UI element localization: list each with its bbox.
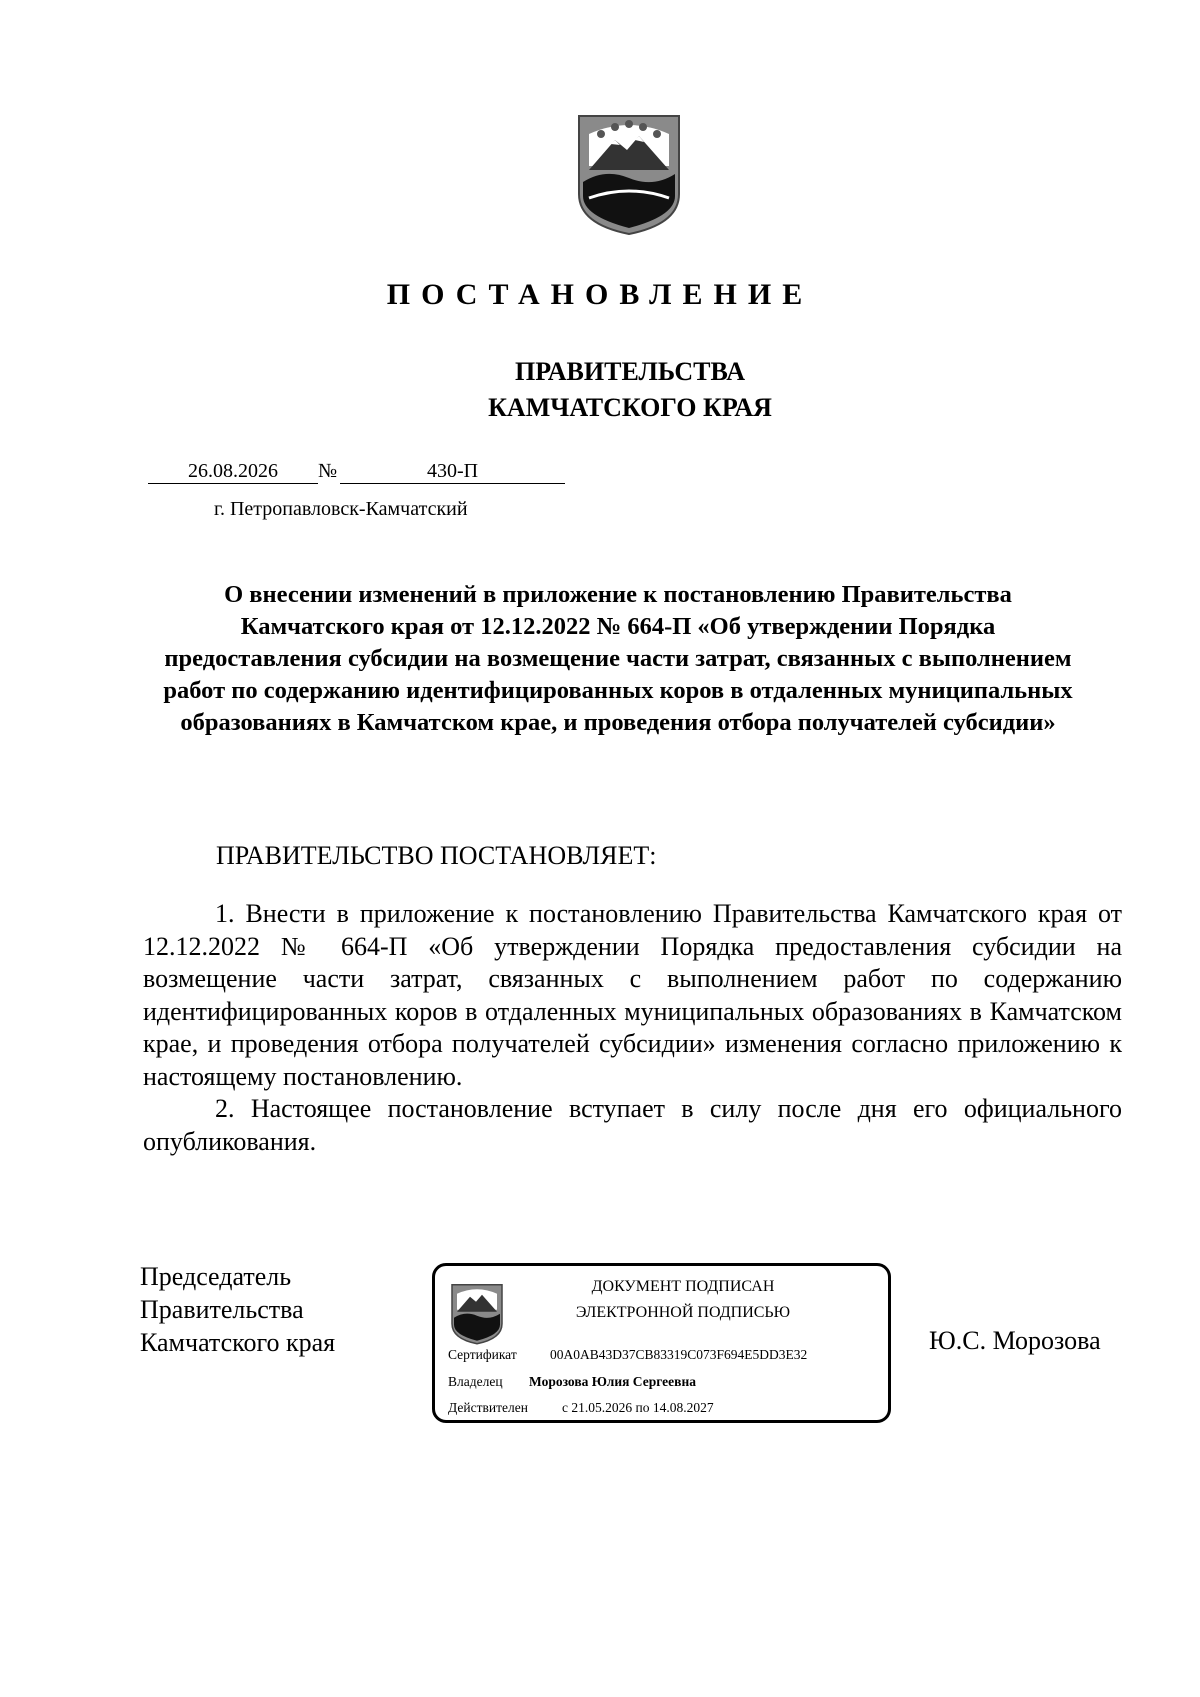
validity-value: с 21.05.2026 по 14.08.2027	[562, 1400, 714, 1415]
body-text	[143, 898, 1122, 1158]
owner-row	[448, 1374, 696, 1390]
signer-title-line-2: Правительства	[140, 1295, 304, 1324]
e-signature-stamp	[432, 1263, 891, 1423]
certificate-value: 00A0AB43D37CB83319C073F694E5DD3E32	[550, 1347, 808, 1362]
issuer-line-2: КАМЧАТСКОГО КРАЯ	[488, 393, 772, 422]
document-subject: О внесении изменений в приложение к постановлению Правительства Камчатского края от 12.12.2022 № 664-П «Об утверждении Порядка предоставления субсидии на возмещение части затрат, связанных с выполнением работ по содержанию идентифицированных коров в отдаленных муниципальных образованиях в Камчатском крае, и проведения отбора получателей субсидии»	[163, 581, 1073, 736]
validity-label: Действителен	[448, 1400, 528, 1415]
issuer-heading	[0, 354, 1200, 426]
stamp-coat-of-arms-icon	[450, 1280, 504, 1348]
registration-date: 26.08.2026	[148, 459, 318, 484]
signer-title-line-1: Председатель	[140, 1262, 292, 1291]
validity-row	[448, 1400, 714, 1416]
number-sign: №	[318, 460, 338, 482]
paragraph-1: 1. Внести в приложение к постановлению Правительства Камчатского края от 12.12.2022 № 664-П «Об утверждении Порядка предоставления субсидии на возмещение части затрат, связанных с выполнением работ по содержанию идентифицированных коров в отдаленных муниципальных образованиях в Камчатском крае, и проведения отбора получателей субсидии» изменения согласно приложению к настоящему постановлению.	[143, 899, 1122, 1091]
document-type-heading: ПОСТАНОВЛЕНИЕ	[386, 278, 814, 311]
signer-title	[140, 1260, 335, 1359]
certificate-row	[448, 1347, 807, 1363]
issuer-line-1: ПРАВИТЕЛЬСТВА	[515, 357, 745, 386]
certificate-label: Сертификат	[448, 1347, 517, 1362]
stamp-heading-line-1: ДОКУМЕНТ ПОДПИСАН	[591, 1278, 775, 1295]
registration-number: 430-П	[340, 459, 565, 484]
stamp-heading-line-2: ЭЛЕКТРОННОЙ ПОДПИСЬЮ	[575, 1304, 791, 1321]
kamchatka-coat-of-arms-icon	[575, 112, 683, 237]
owner-label: Владелец	[448, 1374, 503, 1389]
paragraph-2: 2. Настоящее постановление вступает в силу после дня его официального опубликования.	[143, 1094, 1122, 1156]
owner-value: Морозова Юлия Сергеевна	[529, 1374, 696, 1389]
signer-title-line-3: Камчатского края	[140, 1328, 336, 1357]
stamp-heading	[525, 1274, 841, 1326]
signer-name: Ю.С. Морозова	[929, 1326, 1101, 1355]
decree-phrase: ПРАВИТЕЛЬСТВО ПОСТАНОВЛЯЕТ:	[216, 841, 657, 870]
place-of-issue: г. Петропавловск-Камчатский	[214, 498, 468, 520]
registration-line	[148, 459, 565, 484]
